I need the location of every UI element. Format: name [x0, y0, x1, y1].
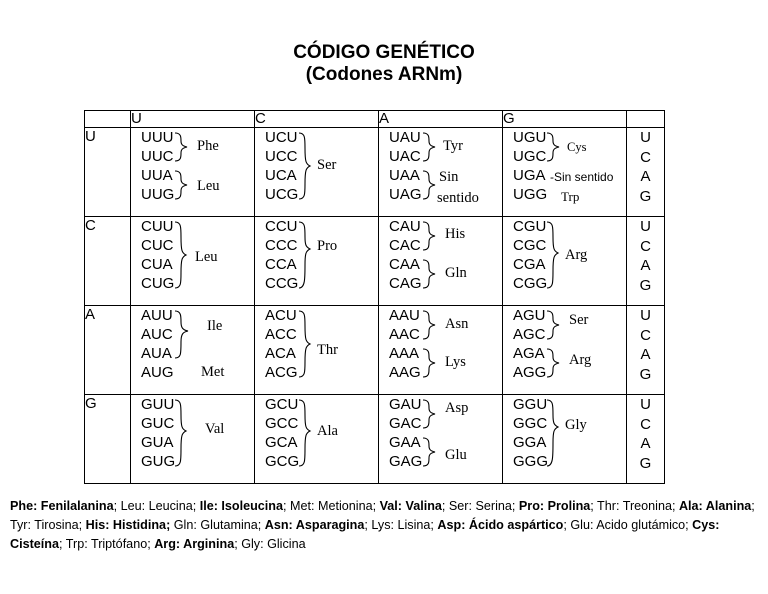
amino-acid-label: Tyr	[443, 138, 463, 154]
brace-icon	[379, 395, 502, 483]
legend-text: ; Met: Metionina;	[283, 499, 380, 513]
amino-acid-label: His	[445, 226, 466, 242]
codon-cell-au	[131, 306, 255, 395]
amino-acid-label: Arg	[565, 247, 588, 263]
codon-cell-gu	[131, 395, 255, 484]
amino-acid-label: Ala	[317, 423, 338, 439]
amino-acid-label: Ile	[207, 318, 223, 334]
first-base: G	[85, 395, 131, 484]
header-second-c: C	[255, 111, 379, 128]
third-base: A	[640, 435, 651, 452]
amino-acid-label: Thr	[317, 342, 338, 358]
third-base: A	[640, 168, 651, 185]
codon: UAA	[389, 167, 420, 184]
codon: CGC	[513, 237, 547, 254]
brace-icon	[379, 306, 502, 394]
amino-acid-label: -Sin sentido	[550, 170, 614, 184]
codon-cell-ua	[379, 128, 503, 217]
codon-cell-aa	[379, 306, 503, 395]
third-base: C	[640, 326, 651, 344]
amino-acid-label: sentido	[437, 190, 479, 206]
amino-acid-label: Cys	[567, 140, 587, 154]
codon: UCU	[265, 129, 298, 146]
legend-text: ; Tyr: Tirosina;	[10, 499, 755, 532]
amino-acid-label: Val	[205, 421, 225, 437]
brace-icon	[255, 217, 378, 305]
third-base-column	[627, 217, 665, 306]
brace-icon	[131, 395, 254, 483]
codon: CAG	[389, 275, 422, 292]
codon: AAA	[389, 345, 420, 362]
codon: UCA	[265, 167, 297, 184]
legend-bold: Asp: Ácido aspártico	[437, 518, 564, 532]
brace-icon	[131, 217, 254, 305]
codon: UGA	[513, 167, 546, 184]
legend-text: ; Glu: Acido glutámico;	[563, 518, 693, 532]
amino-acid-label: Gly	[565, 417, 587, 433]
codon: AAG	[389, 364, 421, 381]
codon: GAU	[389, 396, 422, 413]
legend-bold: Val: Valina	[379, 499, 442, 513]
codon: CUG	[141, 275, 175, 292]
third-base: U	[640, 129, 651, 146]
legend-bold: Ile: Isoleucina	[199, 499, 283, 513]
amino-acid-label: Leu	[195, 249, 218, 265]
codon: AGG	[513, 364, 547, 381]
codon: CUU	[141, 218, 174, 235]
legend-bold: Pro: Prolina	[518, 499, 591, 513]
codon: UGC	[513, 148, 547, 165]
third-base-column	[627, 395, 665, 484]
codon: UGG	[513, 186, 548, 203]
codon: CCA	[265, 256, 297, 273]
codon: AGC	[513, 326, 546, 343]
legend-bold: Asn: Asparagina	[264, 518, 365, 532]
third-base: G	[639, 276, 652, 294]
codon-cell-gg	[503, 395, 627, 484]
codon-cell-ac	[255, 306, 379, 395]
table-row-u	[85, 128, 665, 217]
legend-text: ; Lys: Lisina;	[364, 518, 438, 532]
codon-cell-ga	[379, 395, 503, 484]
third-base: G	[639, 365, 652, 383]
third-base: U	[640, 396, 651, 413]
codon: CCU	[265, 218, 298, 235]
codon: AUA	[141, 345, 172, 362]
first-base: C	[85, 217, 131, 306]
codon: GUU	[141, 396, 175, 413]
codon: ACU	[265, 307, 297, 324]
brace-icon	[131, 306, 254, 394]
header-row	[85, 111, 665, 128]
legend-bold: Cys: Cisteína	[10, 518, 720, 551]
legend-text: ; Trp: Triptófano;	[59, 537, 155, 551]
codon: ACG	[265, 364, 298, 381]
third-base: C	[640, 148, 651, 166]
third-base: G	[639, 187, 652, 205]
amino-acid-label: Trp	[561, 189, 580, 204]
table-row-a	[85, 306, 665, 395]
header-second-u: U	[131, 111, 255, 128]
amino-acid-label: Pro	[317, 238, 338, 254]
codon: CGU	[513, 218, 547, 235]
codon: GCA	[265, 434, 298, 451]
codon: UAG	[389, 186, 422, 203]
codon: GGA	[513, 434, 547, 451]
codon: CUC	[141, 237, 174, 254]
amino-acid-label: Asp	[445, 400, 469, 416]
codon: UGU	[513, 129, 547, 146]
legend-text: ; Leu: Leucina;	[113, 499, 200, 513]
codon: GAG	[389, 453, 423, 470]
codon: GUG	[141, 453, 176, 470]
codon-cell-cu	[131, 217, 255, 306]
codon: UUC	[141, 148, 174, 165]
codon: UAU	[389, 129, 421, 146]
codon: GUA	[141, 434, 174, 451]
legend-bold: Ala: Alanina	[678, 499, 752, 513]
third-base-column	[627, 306, 665, 395]
header-third-corner	[627, 111, 665, 128]
amino-acid-label: Gln	[445, 265, 467, 281]
legend-text: ; Thr: Treonina;	[590, 499, 679, 513]
amino-acid-label: Ser	[317, 157, 337, 173]
header-second-g: G	[503, 111, 627, 128]
amino-acid-label: Phe	[197, 138, 219, 154]
legend-text: Gln: Glutamina;	[170, 518, 265, 532]
amino-acid-label: Met	[201, 364, 225, 380]
table-row-c	[85, 217, 665, 306]
codon: UCC	[265, 148, 298, 165]
codon: CCG	[265, 275, 299, 292]
amino-acid-label: Lys	[445, 354, 466, 370]
codon: GGG	[513, 453, 549, 470]
codon: CAU	[389, 218, 421, 235]
codon-cell-cg	[503, 217, 627, 306]
codon: CAA	[389, 256, 420, 273]
amino-acid-label: Asn	[445, 316, 469, 332]
codon: CCC	[265, 237, 298, 254]
header-second-a: A	[379, 111, 503, 128]
codon: GUC	[141, 415, 175, 432]
legend	[10, 497, 762, 554]
codon: AUU	[141, 307, 173, 324]
codon-cell-uc	[255, 128, 379, 217]
codon: UUG	[141, 186, 175, 203]
codon: ACC	[265, 326, 297, 343]
codon: CUA	[141, 256, 173, 273]
codon: GCG	[265, 453, 300, 470]
codon-cell-ug	[503, 128, 627, 217]
page-subtitle: (Codones ARNm)	[305, 64, 463, 85]
codon: AUG	[141, 364, 174, 381]
codon-cell-uu	[131, 128, 255, 217]
codon: GGC	[513, 415, 548, 432]
legend-bold: Phe: Fenilalanina	[10, 499, 114, 513]
brace-icon	[379, 217, 502, 305]
codon: GCC	[265, 415, 299, 432]
codon-table	[84, 110, 665, 484]
third-base: C	[640, 237, 651, 255]
third-base: U	[640, 218, 651, 235]
first-base: A	[85, 306, 131, 395]
codon: AAU	[389, 307, 420, 324]
codon-cell-gc	[255, 395, 379, 484]
codon: CAC	[389, 237, 421, 254]
codon-cell-ag	[503, 306, 627, 395]
codon: AGU	[513, 307, 546, 324]
codon: UAC	[389, 148, 421, 165]
legend-bold: His: Histidina;	[85, 518, 171, 532]
codon: UCG	[265, 186, 299, 203]
codon: ACA	[265, 345, 296, 362]
codon: CGG	[513, 275, 548, 292]
amino-acid-label: Glu	[445, 447, 467, 463]
third-base: U	[640, 307, 651, 324]
third-base: G	[639, 454, 652, 472]
third-base: A	[640, 257, 651, 274]
brace-icon	[131, 128, 254, 216]
codon: UUU	[141, 129, 174, 146]
codon: AAC	[389, 326, 420, 343]
third-base: C	[640, 415, 651, 433]
codon: CGA	[513, 256, 546, 273]
third-base-column	[627, 128, 665, 217]
first-base: U	[85, 128, 131, 217]
codon: GAA	[389, 434, 421, 451]
brace-icon	[503, 306, 626, 394]
table-row-g	[85, 395, 665, 484]
legend-text: ; Ser: Serina;	[441, 499, 519, 513]
codon-cell-cc	[255, 217, 379, 306]
codon: AUC	[141, 326, 173, 343]
codon-cell-ca	[379, 217, 503, 306]
codon: GCU	[265, 396, 299, 413]
brace-icon	[503, 395, 626, 483]
codon: GAC	[389, 415, 422, 432]
codon: AGA	[513, 345, 545, 362]
codon: UUA	[141, 167, 173, 184]
legend-bold: Arg: Arginina	[154, 537, 235, 551]
amino-acid-label: Sin	[439, 169, 459, 185]
legend-text: ; Gly: Glicina	[234, 537, 306, 551]
amino-acid-label: Arg	[569, 352, 592, 368]
page-title: CÓDIGO GENÉTICO	[293, 42, 475, 63]
amino-acid-label: Ser	[569, 312, 589, 328]
third-base: A	[640, 346, 651, 363]
codon: GGU	[513, 396, 548, 413]
amino-acid-label: Leu	[197, 178, 220, 194]
header-corner	[85, 111, 131, 128]
